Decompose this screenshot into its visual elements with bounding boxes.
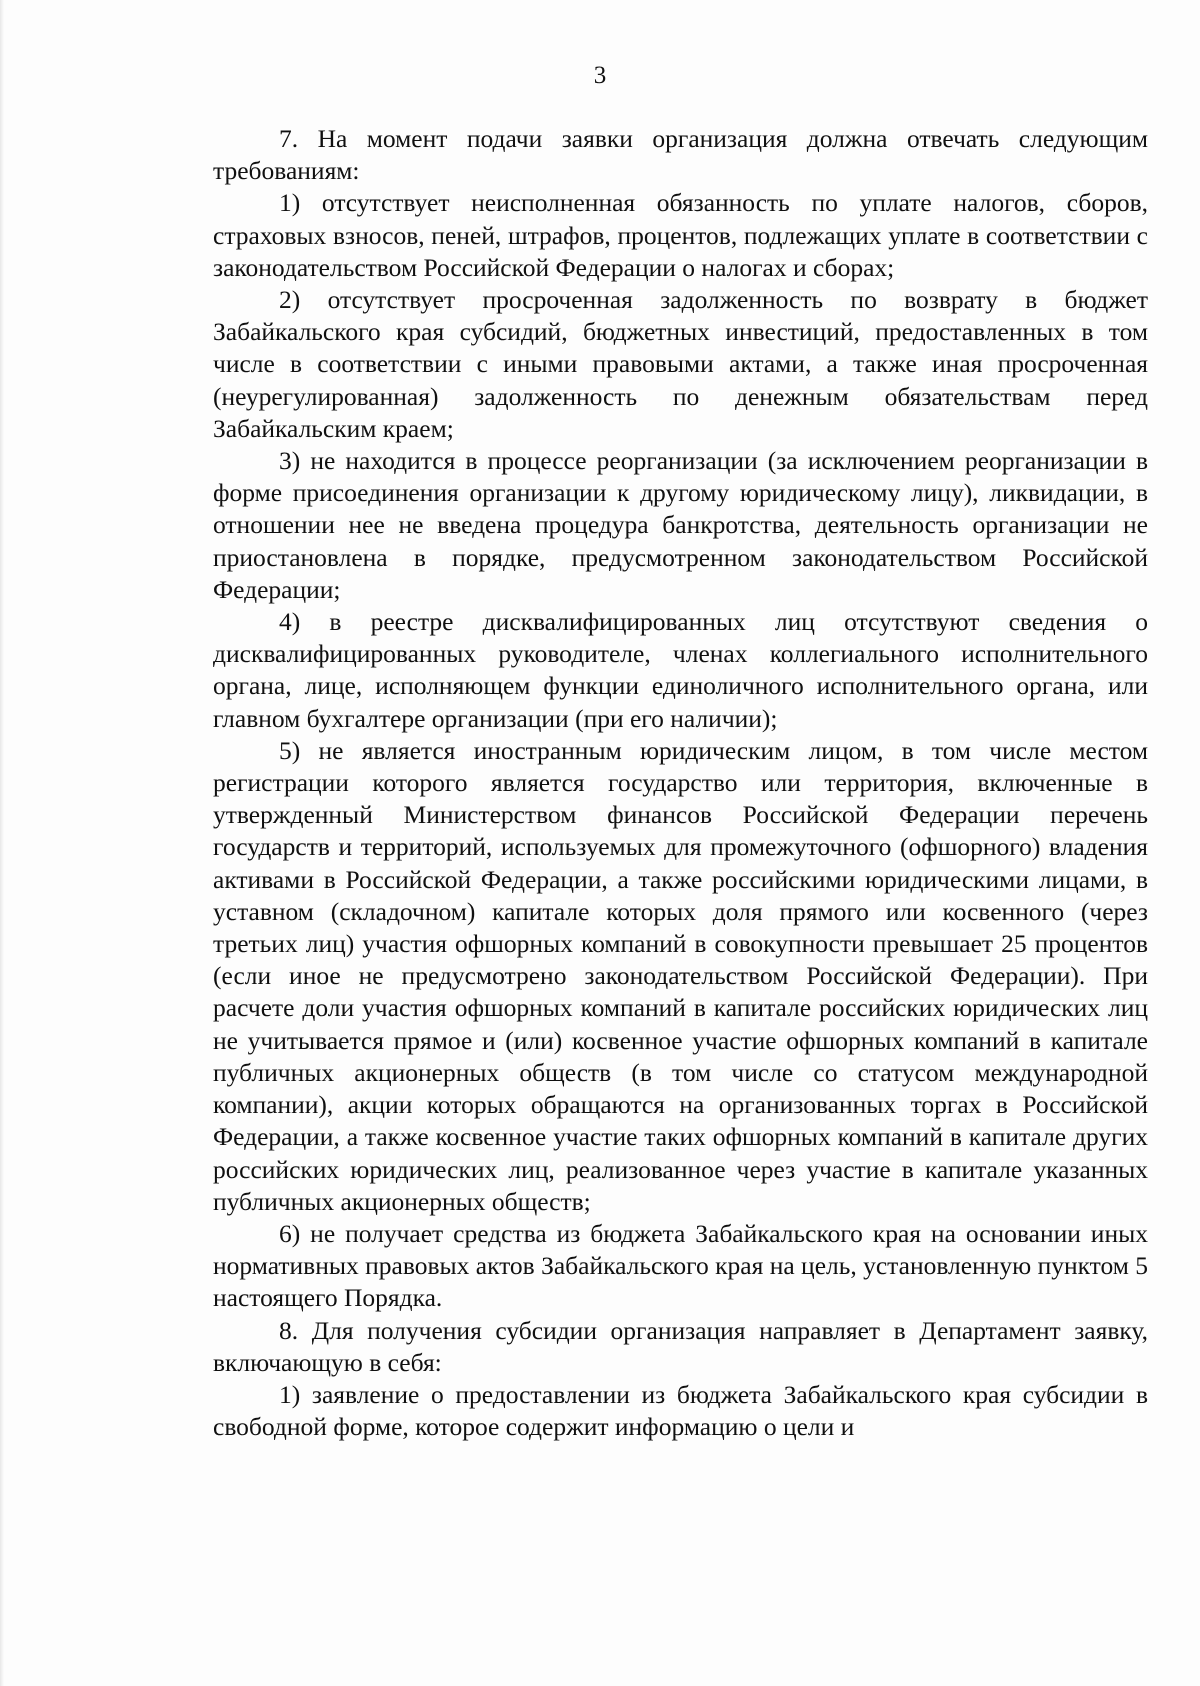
paragraph-7-item-5: 5) не является иностранным юридическим лицом, в том числе местом регистрации которого является государство или территория, включенные в утвержденный Министерством финансов Российской Федерации перечень государств и территорий, используемых для промежуточного (офшорного) владения активами в Российской Федерации, а также российскими юридическими лицами, в уставном (складочном) капитале которых доля прямого или косвенного (через третьих лиц) участия офшорных компаний в совокупности превышает 25 процентов (если иное не предусмотрено законодательством Российской Федерации). При расчете доли участия офшорных компаний в капитале российских юридических лиц не учитывается прямое и (или) косвенное участие офшорных компаний в капитале публичных акционерных обществ (в том числе со статусом международной компании), акции которых обращаются на организованных торгах в Российской Федерации, а также косвенное участие таких офшорных компаний в капитале других российских юридических лиц, реализованное через участие в капитале указанных публичных акционерных обществ; — [213, 735, 1148, 1216]
paragraph-8-item-1: 1) заявление о предоставлении из бюджета Забайкальского края субсидии в свободной форме, которое содержит информацию о цели и — [213, 1379, 1148, 1442]
paragraph-8: 8. Для получения субсидии организация направляет в Департамент заявку, включающую в себя: — [213, 1315, 1148, 1377]
paragraph-7-item-6: 6) не получает средства из бюджета Забайкальского края на основании иных нормативных правовых актов Забайкальского края на цель, установленную пунктом 5 настоящего Порядка. — [213, 1218, 1148, 1313]
paragraph-7-item-2: 2) отсутствует просроченная задолженность по возврату в бюджет Забайкальского края субсидий, бюджетных инвестиций, предоставленных в том числе в соответствии с иными правовыми актами, а также иная просроченная (неурегулированная) задолженность по денежным обязательствам перед Забайкальским краем; — [213, 285, 1148, 443]
page-number: 3 — [593, 62, 607, 89]
paragraph-7-item-4: 4) в реестре дисквалифицированных лиц отсутствуют сведения о дисквалифицированных руководителе, членах коллегиального исполнительного органа, лице, исполняющем функции единоличного исполнительного органа, или главном бухгалтере организации (при его наличии); — [213, 607, 1148, 733]
scan-edge — [0, 0, 4, 1686]
paragraph-7-item-1: 1) отсутствует неисполненная обязанность по уплате налогов, сборов, страховых взносов, пеней, штрафов, процентов, подлежащих уплате в соответствии с законодательством Российской Федерации о налогах и сборах; — [213, 188, 1148, 282]
paragraph-7-item-3: 3) не находится в процессе реорганизации (за исключением реорганизации в форме присоединения организации к другому юридическому лицу), ликвидации, в отношении нее не введена процедура банкротства, деятельность организации не приостановлена в порядке, предусмотренном законодательством Российской Федерации; — [213, 446, 1148, 604]
paragraph-7: 7. На момент подачи заявки организация должна отвечать следующим требованиям: — [213, 124, 1148, 186]
document-body — [213, 123, 1148, 1443]
